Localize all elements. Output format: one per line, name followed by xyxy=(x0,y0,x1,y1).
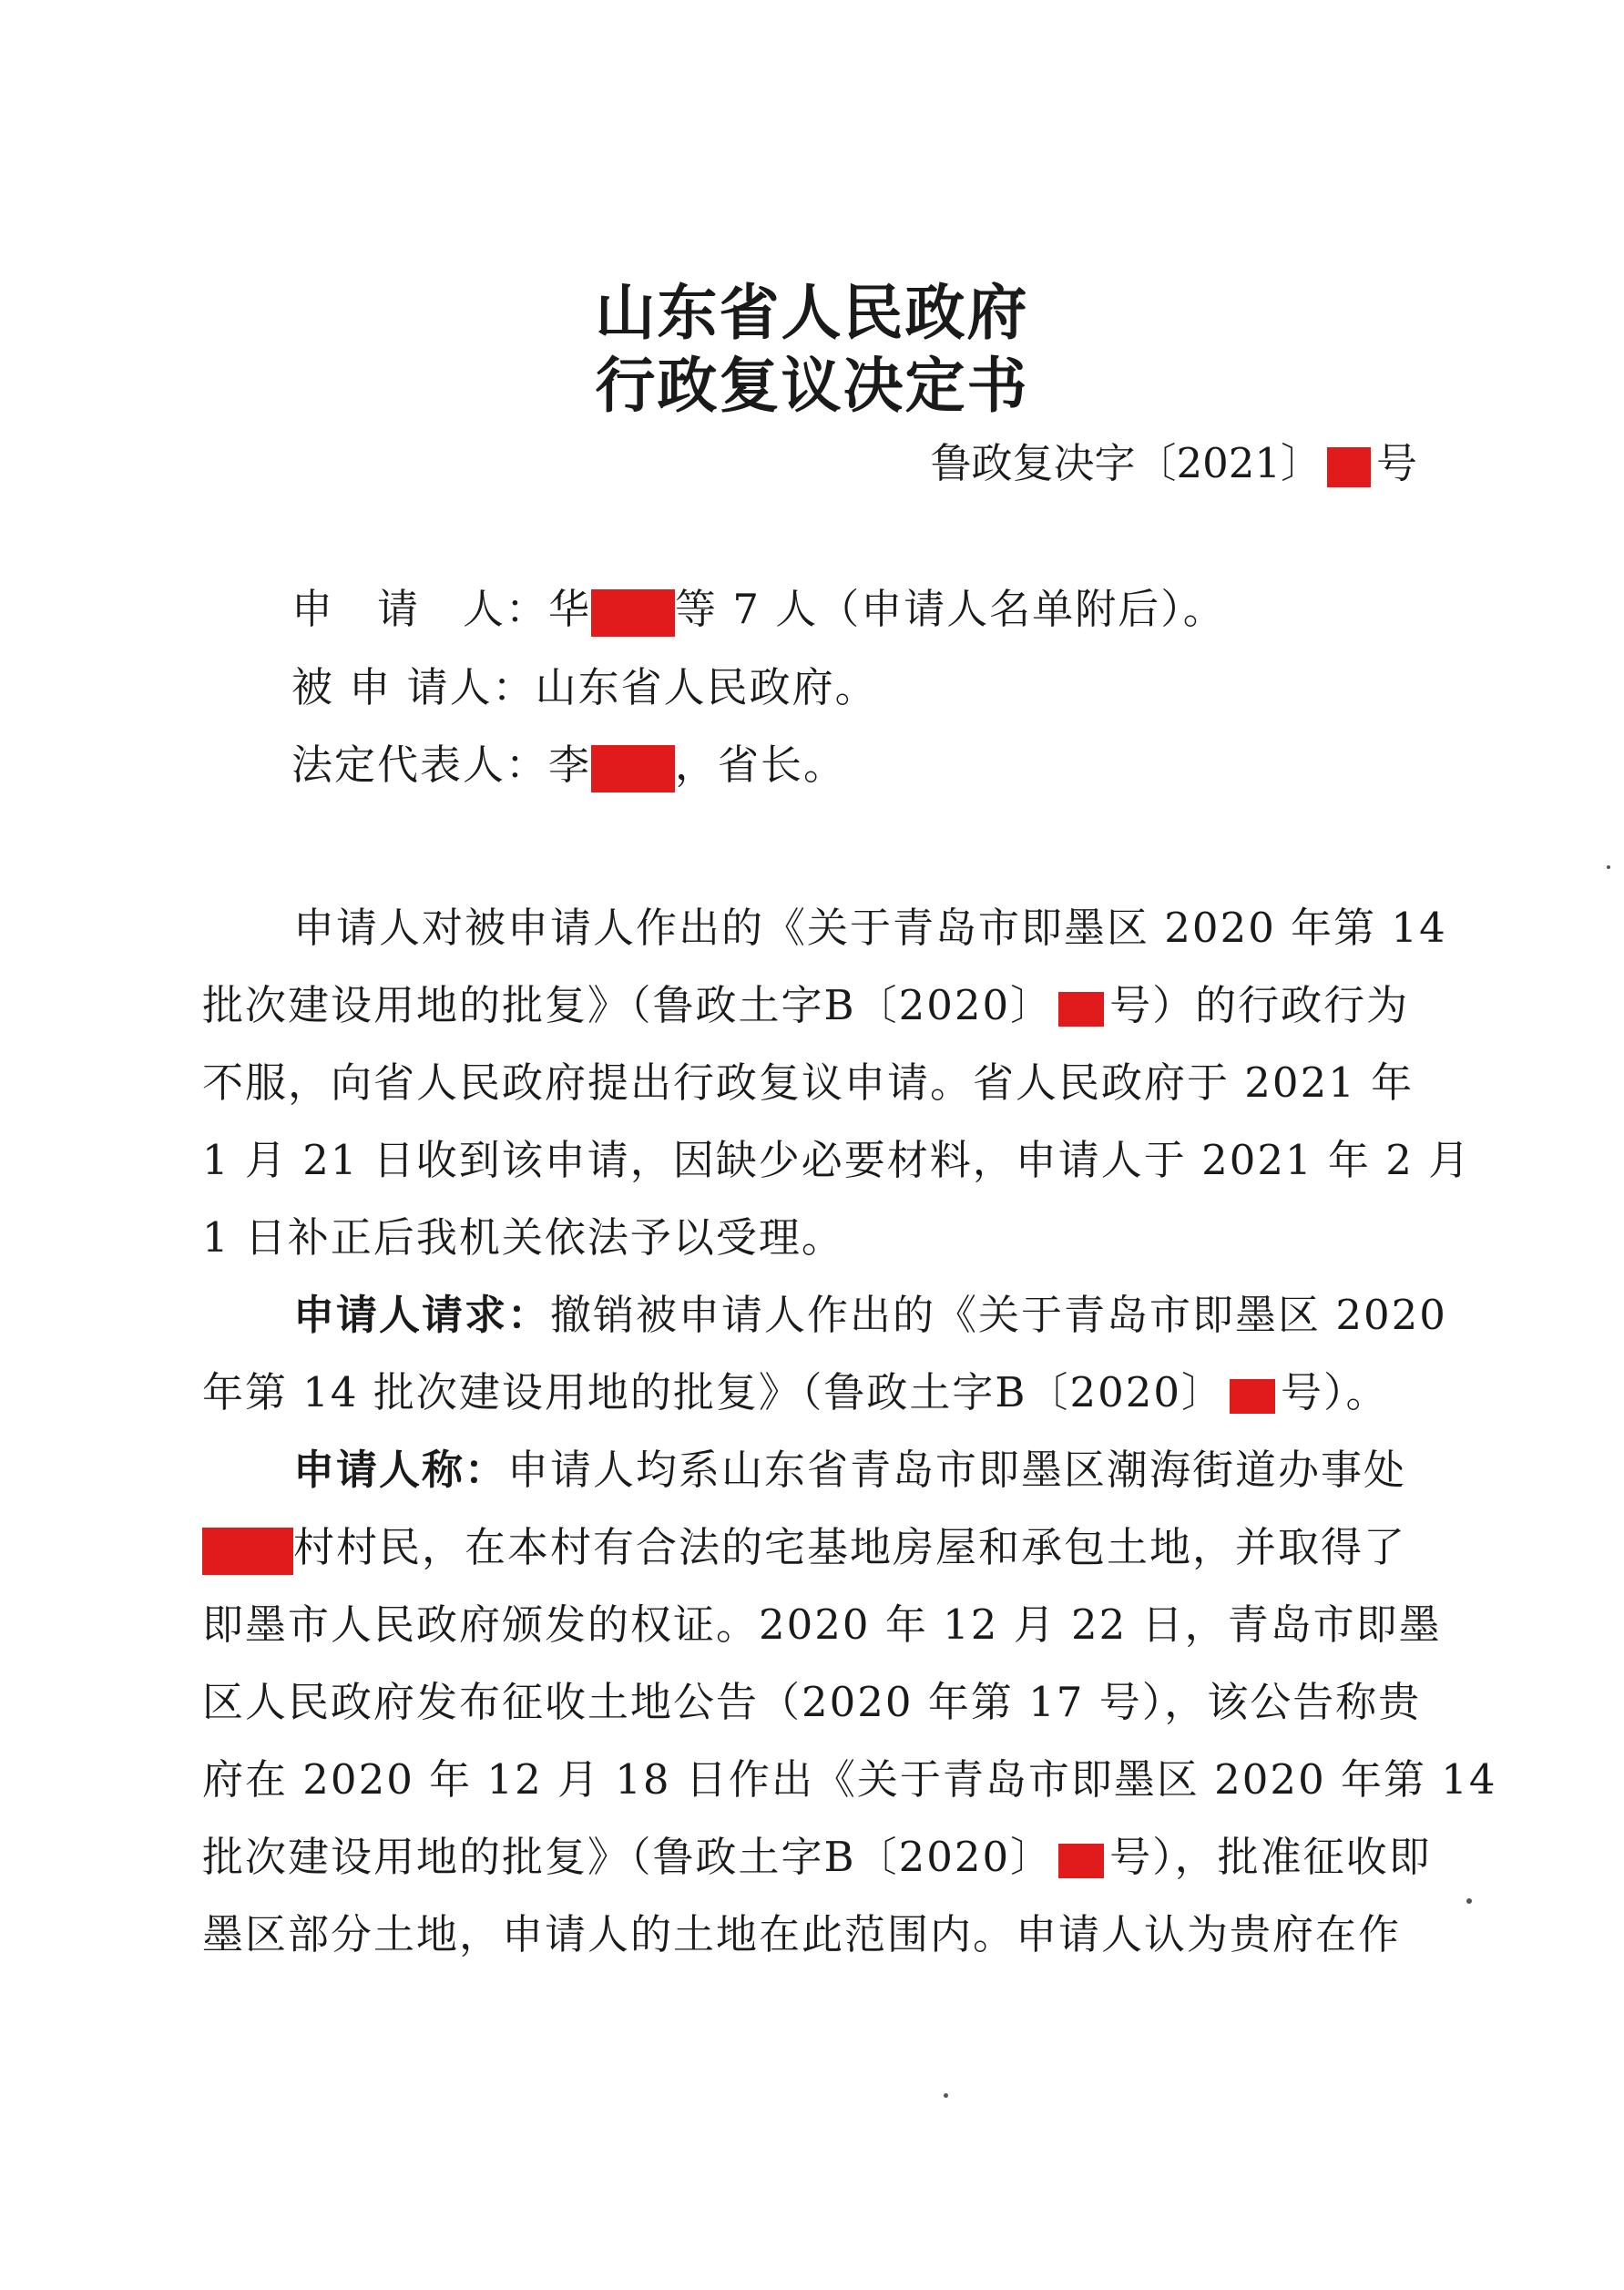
paragraph-3-line-6a: 批次建设用地的批复》（鲁政土字B〔2020〕 xyxy=(202,1833,1054,1881)
paragraph-3-line-3: 即墨市人民政府颁发的权证。2020 年 12 月 22 日，青岛市即墨 xyxy=(202,1600,1442,1649)
scan-speck xyxy=(944,2093,948,2098)
applicant-label: 申 请 人： xyxy=(291,585,549,633)
request-text: 撤销被申请人作出的《关于青岛市即墨区 2020 xyxy=(550,1291,1447,1339)
paragraph-1-line-5: 1 日补正后我机关依法予以受理。 xyxy=(202,1213,844,1262)
paragraph-3-line-2-text: 村村民，在本村有合法的宅基地房屋和承包土地，并取得了 xyxy=(293,1523,1407,1571)
applicant-tail: 等 7 人（申请人名单附后）。 xyxy=(675,585,1226,633)
redaction-box xyxy=(202,1528,293,1575)
paragraph-1-line-3: 不服，向省人民政府提出行政复议申请。省人民政府于 2021 年 xyxy=(202,1058,1415,1107)
paragraph-2-line-2 xyxy=(202,1368,1388,1417)
scan-speck xyxy=(1607,865,1610,869)
paragraph-1-line-2b: 号）的行政行为 xyxy=(1109,981,1410,1029)
document-title-line1: 山东省人民政府 xyxy=(595,277,1029,348)
paragraph-3-line-7: 墨区部分土地，申请人的土地在此范围内。申请人认为贵府在作 xyxy=(202,1910,1402,1958)
redaction-box xyxy=(1058,992,1104,1027)
claim-text: 申请人均系山东省青岛市即墨区潮海街道办事处 xyxy=(507,1446,1407,1494)
paragraph-3-line-2 xyxy=(202,1523,1406,1575)
redaction-box xyxy=(1230,1379,1275,1414)
doc-number-suffix: 号 xyxy=(1375,439,1417,487)
paragraph-1-line-2a: 批次建设用地的批复》（鲁政土字B〔2020〕 xyxy=(202,981,1054,1029)
doc-number-prefix: 鲁政复决字〔2021〕 xyxy=(930,439,1322,487)
scan-speck xyxy=(1466,1898,1472,1904)
document-title-line2: 行政复议决定书 xyxy=(595,350,1029,421)
paragraph-2-line-2a: 年第 14 批次建设用地的批复》（鲁政土字B〔2020〕 xyxy=(202,1368,1224,1416)
redaction-box xyxy=(1058,1844,1104,1878)
respondent-line xyxy=(291,663,878,712)
paragraph-2-line-2b: 号）。 xyxy=(1280,1368,1389,1416)
redaction-box xyxy=(591,745,675,792)
paragraph-2-line-1 xyxy=(293,1291,1447,1340)
request-label: 申请人请求： xyxy=(293,1291,551,1339)
paragraph-3-line-6 xyxy=(202,1833,1432,1882)
redaction-box xyxy=(1327,447,1371,487)
paragraph-1-line-2 xyxy=(202,981,1409,1030)
representative-prefix: 李 xyxy=(548,741,592,789)
paragraph-3-line-1 xyxy=(293,1446,1406,1495)
paragraph-3-line-4: 区人民政府发布征收土地公告（2020 年第 17 号），该公告称贵 xyxy=(202,1678,1422,1726)
redaction-box xyxy=(591,589,675,637)
applicant-name-prefix: 华 xyxy=(548,585,592,633)
document-number xyxy=(930,430,1417,489)
paragraph-3-line-6b: 号），批准征收即 xyxy=(1109,1833,1432,1881)
paragraph-3-line-5: 府在 2020 年 12 月 18 日作出《关于青岛市即墨区 2020 年第 14 xyxy=(202,1755,1497,1804)
paragraph-1-line-1: 申请人对被申请人作出的《关于青岛市即墨区 2020 年第 14 xyxy=(293,904,1447,952)
respondent-value: 山东省人民政府。 xyxy=(535,663,878,711)
paragraph-1-line-4: 1 月 21 日收到该申请，因缺少必要材料，申请人于 2021 年 2 月 xyxy=(202,1136,1472,1184)
respondent-label: 被 申 请人： xyxy=(291,663,536,711)
representative-line xyxy=(291,741,846,792)
representative-label: 法定代表人： xyxy=(291,741,549,789)
representative-tail: ，省长。 xyxy=(675,741,847,789)
applicant-line xyxy=(291,585,1226,637)
claim-label: 申请人称： xyxy=(293,1446,508,1494)
